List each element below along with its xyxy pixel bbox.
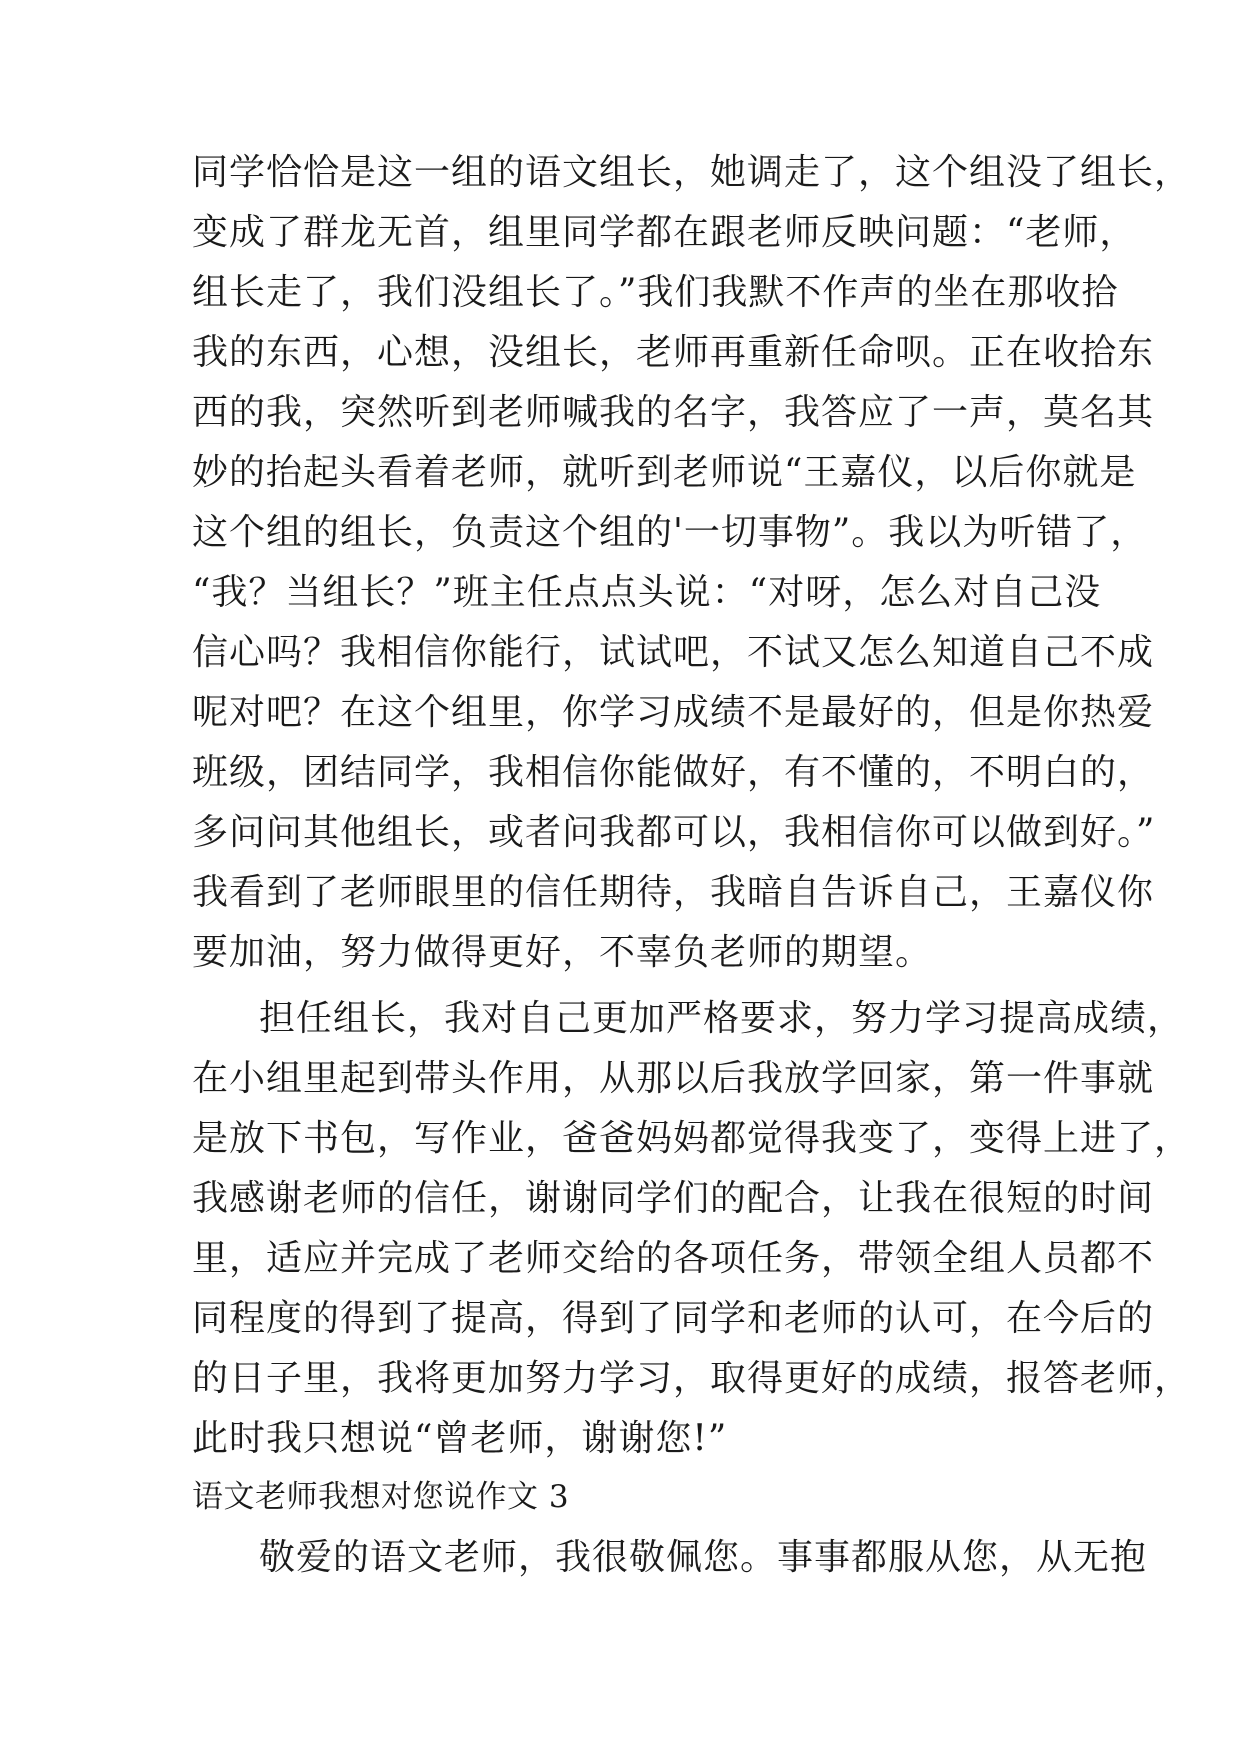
- text-line: 我的东西，心想，没组长，老师再重新任命呗。正在收拾东: [192, 332, 1155, 373]
- text-line: 信心吗？我相信你能行，试试吧，不试又怎么知道自己不成: [192, 632, 1155, 673]
- text-line: 我感谢老师的信任，谢谢同学们的配合，让我在很短的时间: [192, 1178, 1155, 1219]
- text-line: 这个组的组长，负责这个组的'一切事物”。我以为听错了，: [192, 512, 1148, 553]
- text-line: 要加油，努力做得更好，不辜负老师的期望。: [192, 932, 933, 973]
- text-line: “我？当组长？”班主任点点头说：“对呀，怎么对自己没: [192, 572, 1102, 613]
- section-heading: 语文老师我想对您说作文 3: [192, 1479, 570, 1515]
- text-line: 组长走了，我们没组长了。”我们我默不作声的坐在那收拾: [192, 272, 1119, 313]
- text-line: 同程度的得到了提高，得到了同学和老师的认可，在今后的: [192, 1298, 1155, 1339]
- text-line: 变成了群龙无首，组里同学都在跟老师反映问题：“老师，: [192, 212, 1137, 253]
- text-line: 班级，团结同学，我相信你能做好，有不懂的，不明白的，: [192, 752, 1155, 793]
- text-line: 里，适应并完成了老师交给的各项任务，带领全组人员都不: [192, 1238, 1155, 1279]
- text-line: 在小组里起到带头作用，从那以后我放学回家，第一件事就: [192, 1058, 1155, 1099]
- text-line: 呢对吧？在这个组里，你学习成绩不是最好的，但是你热爱: [192, 692, 1155, 733]
- text-line: 西的我，突然听到老师喊我的名字，我答应了一声，莫名其: [192, 392, 1155, 433]
- text-line: 此时我只想说“曾老师，谢谢您!”: [192, 1418, 728, 1459]
- text-line: 的日子里，我将更加努力学习，取得更好的成绩，报答老师，: [192, 1358, 1192, 1399]
- text-line: 担任组长，我对自己更加严格要求，努力学习提高成绩，: [259, 998, 1185, 1039]
- text-line: 敬爱的语文老师，我很敬佩您。事事都服从您，从无抱: [259, 1537, 1148, 1578]
- text-line: 同学恰恰是这一组的语文组长，她调走了，这个组没了组长，: [192, 152, 1192, 193]
- text-line: 我看到了老师眼里的信任期待，我暗自告诉自己，王嘉仪你: [192, 872, 1155, 913]
- text-line: 是放下书包，写作业，爸爸妈妈都觉得我变了，变得上进了，: [192, 1118, 1192, 1159]
- text-line: 多问问其他组长，或者问我都可以，我相信你可以做到好。”: [192, 812, 1156, 853]
- text-line: 妙的抬起头看着老师，就听到老师说“王嘉仪，以后你就是: [192, 452, 1137, 493]
